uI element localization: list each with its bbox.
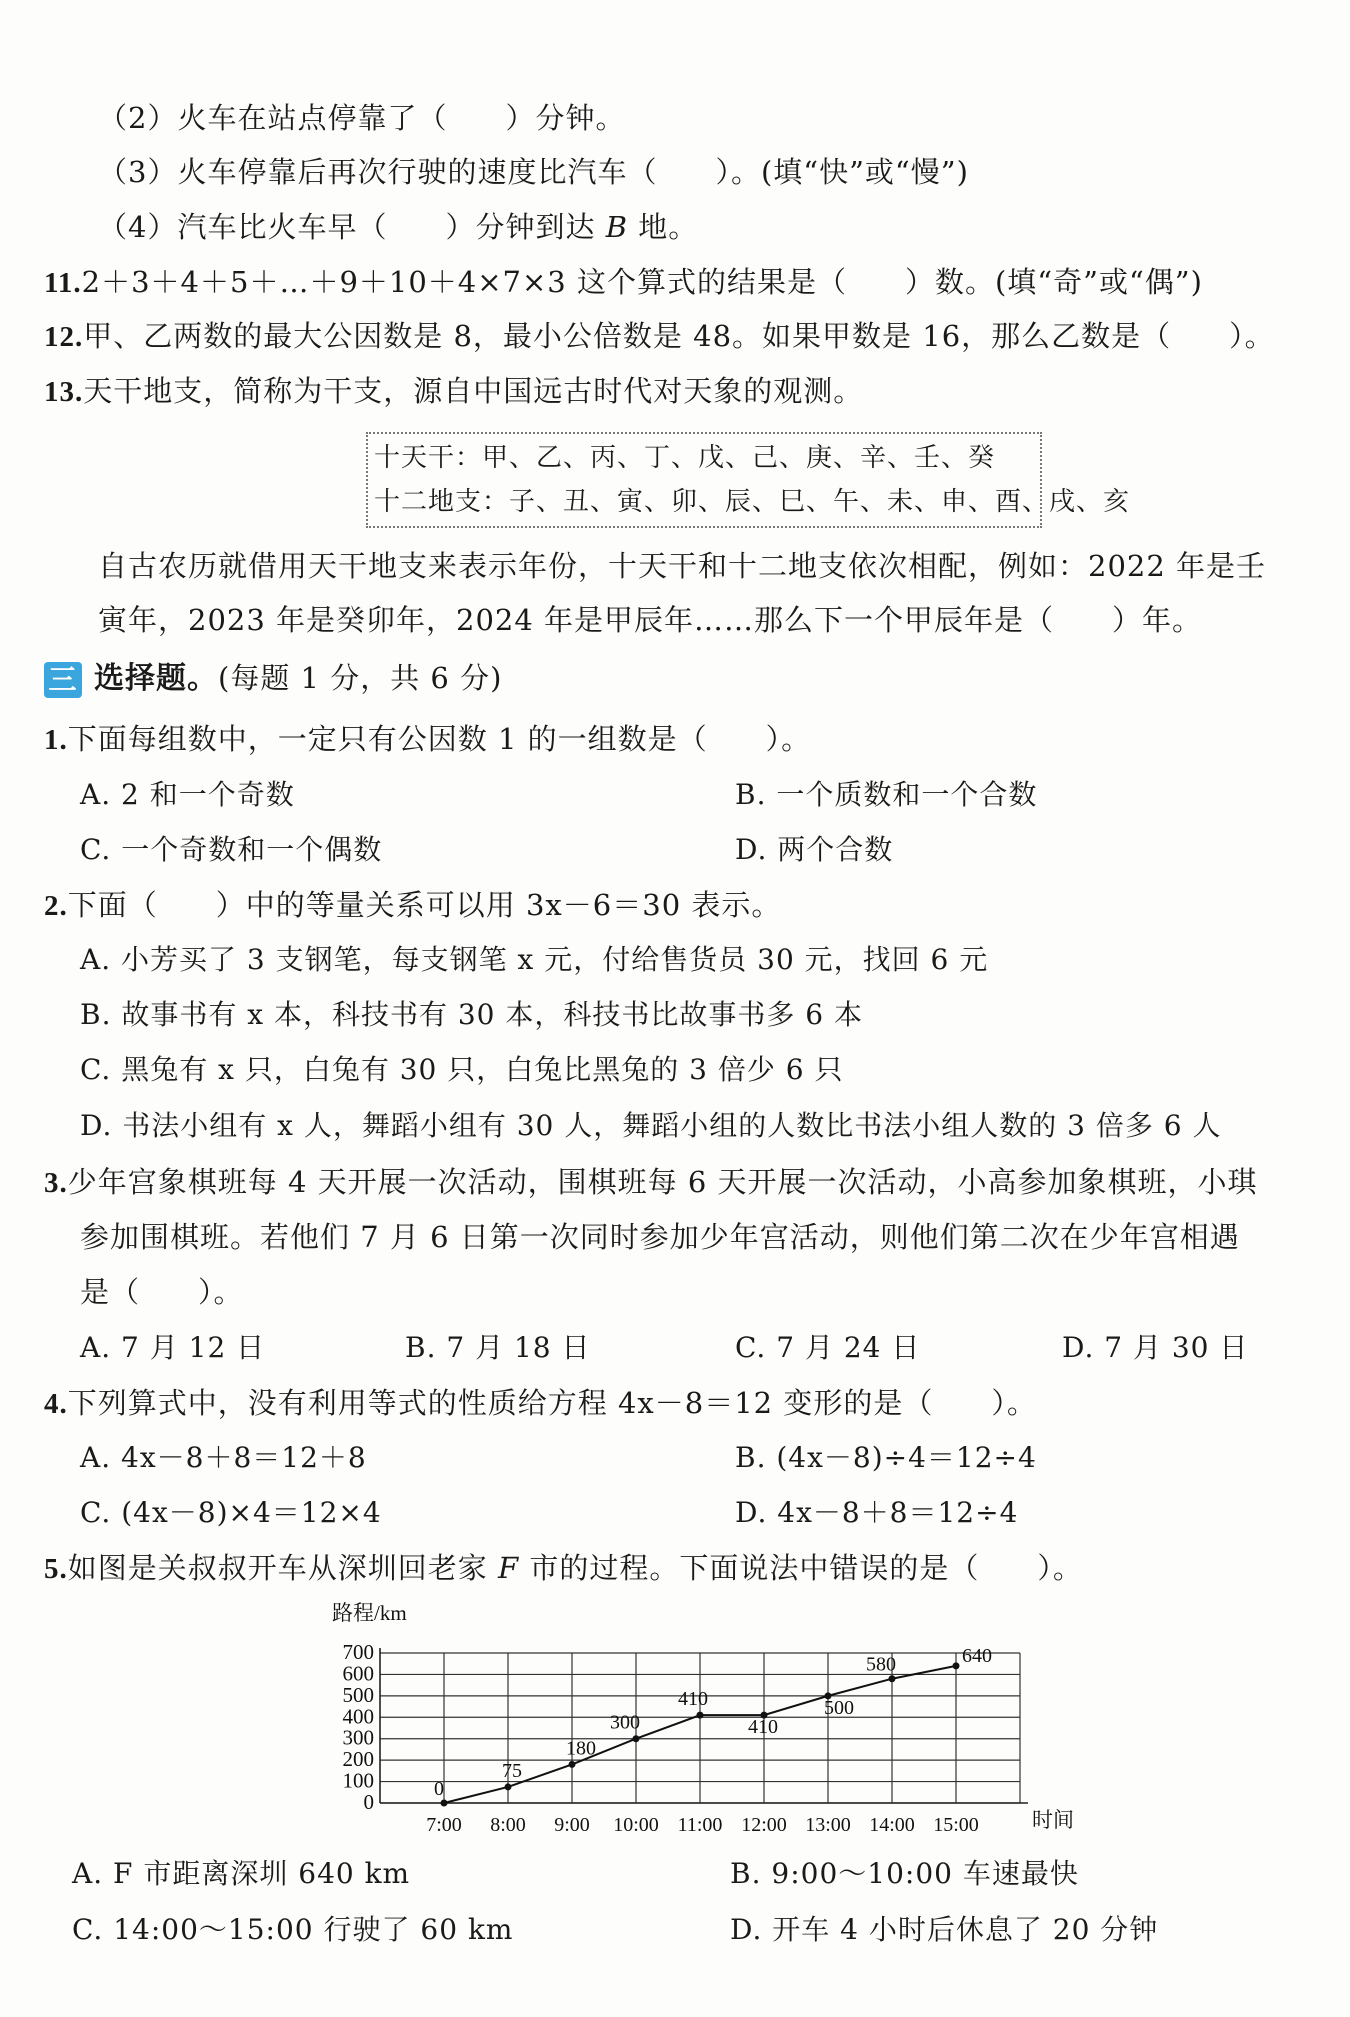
data-label: 300 (610, 1711, 640, 1734)
choice-q3-line1: 3.少年宫象棋班每 4 天开展一次活动，围棋班每 6 天开展一次活动，小高参加象棋班，小琪 (44, 1165, 1258, 1199)
choice-q3-option-a: A. 7 月 12 日 (80, 1331, 266, 1364)
data-point (953, 1662, 960, 1669)
data-point (441, 1800, 448, 1807)
x-tick-label: 12:00 (741, 1814, 787, 1836)
data-label: 410 (678, 1688, 708, 1711)
choice-q1: 1.下面每组数中，一定只有公因数 1 的一组数是（ ）。 (44, 722, 812, 756)
x-tick-label: 7:00 (426, 1814, 462, 1836)
data-label: 0 (434, 1778, 444, 1800)
data-label: 640 (962, 1644, 992, 1667)
q13-paragraph-line1: 自古农历就借用天干地支来表示年份，十天干和十二地支依次相配，例如：2022 年是壬 (98, 549, 1267, 583)
x-tick-label: 10:00 (613, 1814, 659, 1836)
q10-part4: （4）汽车比火车早（ ）分钟到达 B 地。 (98, 210, 699, 244)
data-point (889, 1675, 896, 1682)
data-point (633, 1735, 640, 1742)
y-tick-label: 200 (342, 1747, 374, 1772)
section-badge: 三 (44, 662, 82, 698)
x-tick-label: 15:00 (933, 1814, 979, 1836)
choice-q3-option-c: C. 7 月 24 日 (735, 1331, 921, 1364)
choice-q2-option-a: A. 小芳买了 3 支钢笔，每支钢笔 x 元，付给售货员 30 元，找回 6 元 (80, 943, 989, 976)
data-point (697, 1712, 704, 1719)
q10-part2: （2）火车在站点停靠了（ ）分钟。 (98, 101, 626, 135)
q11: 11.2＋3＋4＋5＋…＋9＋10＋4×7×3 这个算式的结果是（ ）数。(填“奇”或“偶”) (44, 265, 1203, 299)
y-tick-label: 400 (342, 1704, 374, 1729)
section-3-header: 三 选择题。(每题 1 分，共 6 分) (44, 658, 502, 699)
data-label: 580 (866, 1653, 896, 1676)
x-tick-label: 13:00 (805, 1814, 851, 1836)
x-axis-title: 时间 (1032, 1808, 1074, 1832)
choice-q4-option-c: C. (4x－8)×4＝12×4 (80, 1496, 382, 1529)
data-label: 410 (748, 1716, 778, 1739)
q10-part3: （3）火车停靠后再次行驶的速度比汽车（ ）。(填“快”或“慢”) (98, 155, 969, 189)
choice-q2-option-d: D. 书法小组有 x 人，舞蹈小组有 30 人，舞蹈小组的人数比书法小组人数的 3 倍多 6 人 (80, 1109, 1222, 1142)
choice-q5-option-a: A. F 市距离深圳 640 km (72, 1857, 411, 1890)
ganzhi-dizhi: 十二地支：子、丑、寅、卯、辰、巳、午、未、申、酉、戌、亥 (374, 487, 1131, 517)
y-tick-label: 100 (342, 1768, 374, 1793)
data-label: 75 (502, 1759, 522, 1782)
y-tick-label: 0 (363, 1790, 374, 1814)
choice-q4-option-b: B. (4x－8)÷4＝12÷4 (735, 1441, 1037, 1474)
choice-q4: 4.下列算式中，没有利用等式的性质给方程 4x－8＝12 变形的是（ ）。 (44, 1386, 1037, 1420)
choice-q3-option-b: B. 7 月 18 日 (405, 1331, 591, 1364)
choice-q3-option-d: D. 7 月 30 日 (1062, 1331, 1249, 1364)
y-tick-label: 300 (342, 1725, 374, 1750)
data-label: 180 (566, 1737, 596, 1760)
choice-q3-line3: 是（ ）。 (80, 1275, 244, 1309)
q12: 12.甲、乙两数的最大公因数是 8，最小公倍数是 48。如果甲数是 16，那么乙数是（ ）。 (44, 319, 1275, 353)
q13-paragraph-line2: 寅年，2023 年是癸卯年，2024 年是甲辰年……那么下一个甲辰年是（ ）年。 (98, 603, 1203, 637)
data-label: 500 (824, 1696, 854, 1719)
choice-q1-option-b: B. 一个质数和一个合数 (735, 778, 1038, 811)
data-point (505, 1783, 512, 1790)
choice-q1-option-a: A. 2 和一个奇数 (80, 778, 295, 811)
choice-q1-option-d: D. 两个合数 (735, 833, 894, 866)
data-point (569, 1761, 576, 1768)
y-tick-label: 500 (342, 1682, 374, 1707)
choice-q3-line2: 参加围棋班。若他们 7 月 6 日第一次同时参加少年宫活动，则他们第二次在少年宫相遇 (80, 1220, 1240, 1254)
choice-q2-option-c: C. 黑兔有 x 只，白兔有 30 只，白兔比黑兔的 3 倍少 6 只 (80, 1053, 844, 1086)
ganzhi-box (366, 432, 1131, 528)
x-tick-label: 9:00 (554, 1814, 590, 1836)
y-tick-label: 600 (342, 1661, 374, 1686)
choice-q4-option-a: A. 4x－8＋8＝12＋8 (80, 1441, 367, 1474)
q13: 13.天干地支，简称为干支，源自中国远古时代对天象的观测。 (44, 374, 864, 408)
y-tick-label: 700 (342, 1640, 374, 1664)
choice-q5: 5.如图是关叔叔开车从深圳回老家 F 市的过程。下面说法中错误的是（ ）。 (44, 1551, 1083, 1585)
choice-q5-option-c: C. 14:00～15:00 行驶了 60 km (72, 1913, 514, 1946)
choice-q4-option-d: D. 4x－8＋8＝12÷4 (735, 1496, 1019, 1529)
x-tick-label: 11:00 (677, 1814, 723, 1836)
choice-q1-option-c: C. 一个奇数和一个偶数 (80, 833, 383, 866)
choice-q2-option-b: B. 故事书有 x 本，科技书有 30 本，科技书比故事书多 6 本 (80, 998, 864, 1031)
y-axis-title: 路程/km (332, 1601, 407, 1625)
x-tick-label: 14:00 (869, 1814, 915, 1836)
ganzhi-tiangan: 十天干：甲、乙、丙、丁、戊、己、庚、辛、壬、癸 (374, 443, 996, 473)
distance-time-chart (320, 1598, 1080, 1838)
choice-q2: 2.下面（ ）中的等量关系可以用 3x－6＝30 表示。 (44, 888, 782, 922)
choice-q5-option-b: B. 9:00～10:00 车速最快 (730, 1857, 1079, 1890)
x-tick-label: 8:00 (490, 1814, 526, 1836)
choice-q5-option-d: D. 开车 4 小时后休息了 20 分钟 (730, 1913, 1159, 1946)
